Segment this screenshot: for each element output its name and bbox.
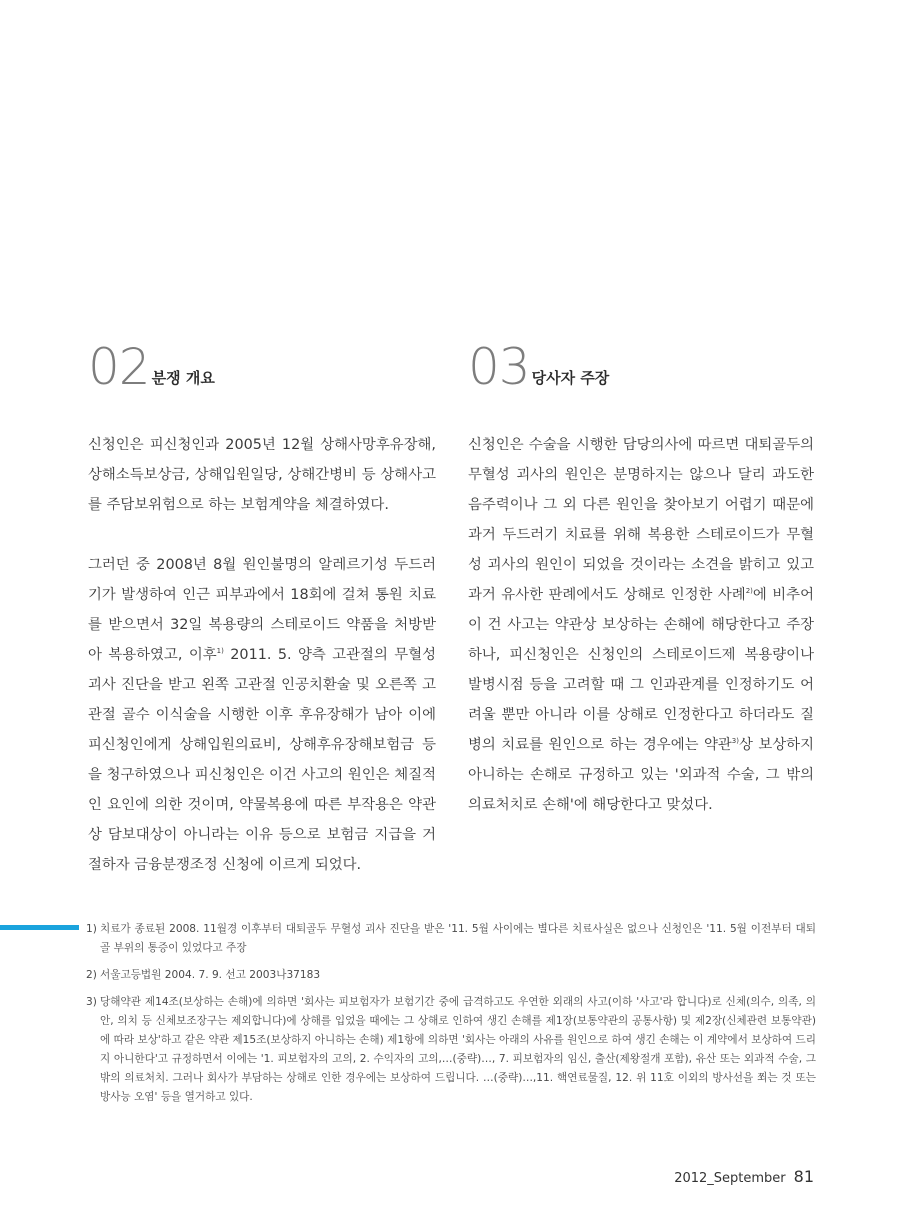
footnote-text: 치료가 종료된 2008. 11월경 이후부터 대퇴골두 무혈성 괴사 진단을 받은 '11. 5월 사이에는 별다른 치료사실은 없으나 신청인은 '11. 5월 이전부터 대퇴골 부위의 통증이 있었다고 주장	[100, 923, 816, 954]
footnote-ref-1[interactable]: 1)	[216, 647, 224, 655]
footnote-text: 서울고등법원 2004. 7. 9. 선고 2003나37183	[100, 969, 321, 981]
paragraph-text: 그러던 중 2008년 8월 원인불명의 알레르기성 두드러기가 발생하여 인근 피부과에서 18회에 걸쳐 통원 치료를 받으면서 32일 복용량의 스테로이드 약품을 처방받아 복용하였고, 이후	[88, 557, 436, 663]
section-title: 분쟁 개요	[151, 369, 215, 387]
section-body	[468, 430, 814, 820]
paragraph-text: 신청인은 수술을 시행한 담당의사에 따르면 대퇴골두의 무혈성 괴사의 원인은 분명하지는 않으나 달리 과도한 음주력이나 그 외 다른 원인을 찾아보기 어렵기 때문에 과거 두드러기 치료를 위해 복용한 스테로이드가 무혈성 괴사의 원인이 되었을 것이라는 소견을 밝히고 있고 과거 유사한 판례에서도 상해로 인정한 사례	[468, 437, 814, 603]
footnote-item	[86, 966, 816, 985]
section-title: 당사자 주장	[531, 369, 610, 387]
section-body	[88, 430, 436, 880]
paragraph-text: 2011. 5. 양측 고관절의 무혈성 괴사 진단을 받고 왼쪽 고관절 인공치환술 및 오른쪽 고관절 골수 이식술을 시행한 이후 후유장해가 남아 이에 피신청인에게 상해입원의료비, 상해후유장해보험금 등을 청구하였으나 피신청인은 이건 사고의 원인은 체질적인 요인에 의한 것이며, 약물복용에 따른 부작용은 약관상 담보대상이 아니라는 이유 등으로 보험금 지급을 거절하자 금융분쟁조정 신청에 이르게 되었다.	[88, 647, 436, 873]
section-heading	[468, 338, 814, 396]
paragraph	[468, 430, 814, 820]
paragraph	[88, 430, 436, 520]
footnotes	[86, 920, 816, 1115]
paragraph	[88, 550, 436, 880]
footnote-number: 2)	[86, 969, 97, 981]
paragraph-text: 신청인은 피신청인과 2005년 12월 상해사망후유장해, 상해소득보상금, 상해입원일당, 상해간병비 등 상해사고를 주담보위험으로 하는 보험계약을 체결하였다.	[88, 437, 436, 513]
section-party-claims	[468, 338, 814, 820]
page-number: 81	[793, 1167, 814, 1186]
footnote-ref-3[interactable]: 3)	[731, 737, 739, 745]
paragraph-text: 에 비추어 이 건 사고는 약관상 보상하는 손해에 해당한다고 주장하나, 피신청인은 신청인의 스테로이드제 복용량이나 발병시점 등을 고려할 때 그 인과관계를 인정하기도 어려울 뿐만 아니라 이를 상해로 인정한다고 하더라도 질병의 치료를 원인으로 하는 경우에는 약관	[468, 587, 814, 753]
page-footer	[674, 1167, 814, 1186]
footnote-number: 1)	[86, 923, 97, 935]
section-dispute-overview	[88, 338, 436, 880]
section-heading	[88, 338, 436, 396]
section-number: 02	[88, 338, 150, 396]
issue-label: 2012_September	[674, 1171, 786, 1186]
footnote-item	[86, 993, 816, 1107]
footnote-accent-bar	[0, 925, 79, 930]
footnote-item	[86, 920, 816, 958]
footnote-text: 당해약관 제14조(보상하는 손해)에 의하면 '회사는 피보험자가 보험기간 중에 급격하고도 우연한 외래의 사고(이하 '사고'라 합니다)로 신체(의수, 의족, 의안, 의치 등 신체보조장구는 제외합니다)에 상해를 입었을 때에는 그 상해로 인하여 생긴 손해를 제1장(보통약관의 공통사항) 및 제2장(신체관련 보통약관)에 따라 보상'하고 같은 약관 제15조(보상하지 아니하는 손해) 제1항에 의하면 '회사는 아래의 사유를 원인으로 하여 생긴 손해는 이 계약에서 보상하여 드리지 아니한다'고 규정하면서 이에는 '1. 피보험자의 고의, 2. 수익자의 고의,…(중략)…, 7. 피보험자의 임신, 출산(제왕절개 포함), 유산 또는 외과적 수술, 그 밖의 의료처치. 그러나 회사가 부담하는 상해로 인한 경우에는 보상하여 드립니다. …(중략)…,11. 핵연료물질, 12. 위 11호 이외의 방사선을 쬐는 것 또는 방사능 오염' 등을 열거하고 있다.	[100, 996, 816, 1103]
footnote-ref-2[interactable]: 2)	[745, 587, 753, 595]
section-number: 03	[468, 338, 530, 396]
paragraph-text: 상 보상하지 아니하는 손해로 규정하고 있는 '외과적 수술, 그 밖의 의료처치로 손해'에 해당한다고 맞섰다.	[468, 737, 814, 813]
footnote-number: 3)	[86, 996, 97, 1008]
